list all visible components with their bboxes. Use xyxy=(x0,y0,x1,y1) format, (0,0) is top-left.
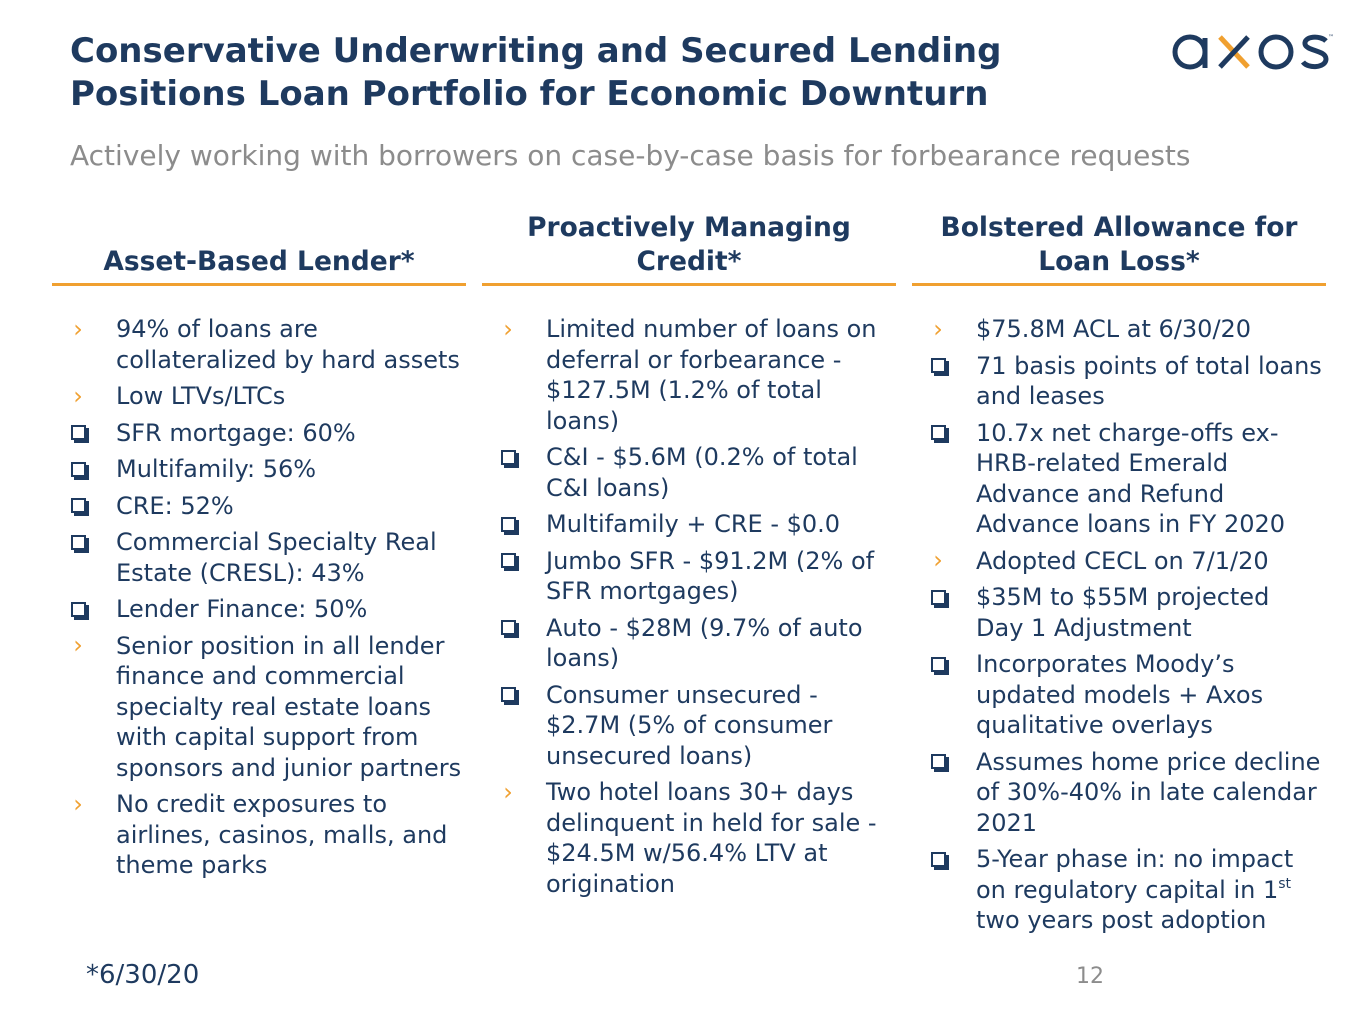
list-item-text xyxy=(976,845,1293,934)
list-item-text: Limited number of loans on deferral or forbearance - $127.5M (1.2% of total loans) xyxy=(546,315,877,435)
column-asset-based-lender xyxy=(52,208,466,948)
checkbox-icon xyxy=(928,418,948,448)
slide-title-line-2: Positions Loan Portfolio for Economic Downturn xyxy=(70,74,989,114)
list-item xyxy=(912,747,1326,839)
column-header-line-2: Credit* xyxy=(636,246,742,277)
list-item-text-main: 5-Year phase in: no impact on regulatory capital in 1 xyxy=(976,845,1294,904)
chevron-icon: › xyxy=(73,314,83,343)
column-header-line-2: Loan Loss* xyxy=(1038,246,1200,277)
list-item-text: Assumes home price decline of 30%-40% in late calendar 2021 xyxy=(976,747,1321,837)
checkbox-icon xyxy=(68,454,88,484)
list-item-text: Senior position in all lender finance and commercial specialty real estate loans with capital support from sponsors and junior partners xyxy=(116,631,462,782)
chevron-icon: › xyxy=(73,631,83,660)
list-item-text: Lender Finance: 50% xyxy=(116,595,368,623)
list-item-text: C&I - $5.6M (0.2% of total C&I loans) xyxy=(546,443,858,502)
ordinal-superscript: st xyxy=(1278,875,1292,892)
list-item-text: 10.7x net charge-offs ex-HRB-related Emerald Advance and Refund Advance loans in FY 2020 xyxy=(976,418,1286,538)
column-header xyxy=(912,208,1326,286)
list-item xyxy=(52,314,466,375)
column-header xyxy=(52,208,466,286)
list-item xyxy=(52,527,466,588)
checkbox-icon xyxy=(68,491,88,521)
list-item xyxy=(912,314,1326,345)
list-item xyxy=(482,680,896,772)
axos-logo xyxy=(1168,22,1338,82)
list-item-text: No credit exposures to airlines, casinos, malls, and theme parks xyxy=(116,790,448,879)
page-number: 12 xyxy=(1076,964,1104,989)
list-item-text: $35M to $55M projected Day 1 Adjustment xyxy=(976,583,1270,642)
list-item-text: Adopted CECL on 7/1/20 xyxy=(976,546,1269,575)
footnote: *6/30/20 xyxy=(86,960,200,990)
list-item xyxy=(52,594,466,625)
checkbox-icon xyxy=(928,747,948,777)
list-item-text: Incorporates Moody’s updated models + Axos qualitative overlays xyxy=(976,650,1264,739)
column-header-line-2: Asset-Based Lender* xyxy=(103,246,415,277)
list-item xyxy=(912,351,1326,412)
list-item-text: $75.8M ACL at 6/30/20 xyxy=(976,315,1252,343)
slide-title xyxy=(70,30,1130,116)
list-item xyxy=(912,649,1326,741)
checkbox-icon xyxy=(498,509,518,539)
list-item xyxy=(52,418,466,449)
list-item-text: SFR mortgage: 60% xyxy=(116,418,356,447)
list-item-text: Consumer unsecured - $2.7M (5% of consumer unsecured loans) xyxy=(546,680,833,770)
list-item xyxy=(482,613,896,674)
chevron-icon: › xyxy=(503,777,513,806)
chevron-icon: › xyxy=(933,314,943,343)
checkbox-icon xyxy=(928,351,948,381)
list-item-text: 71 basis points of total loans and leases xyxy=(976,351,1322,410)
list-item xyxy=(52,454,466,485)
list-item-text: CRE: 52% xyxy=(116,491,234,520)
column-header-line-1: Bolstered Allowance for xyxy=(940,212,1298,243)
slide-title-line-1: Conservative Underwriting and Secured Lending xyxy=(70,31,1002,71)
list-item xyxy=(912,546,1326,577)
list-item-text: Multifamily: 56% xyxy=(116,455,317,483)
list-item xyxy=(912,582,1326,643)
chevron-icon: › xyxy=(73,381,83,410)
list-item xyxy=(912,418,1326,540)
list-item-text: Commercial Specialty Real Estate (CRESL): 43% xyxy=(116,528,437,587)
chevron-icon: › xyxy=(503,314,513,343)
list-item-text-tail: two years post adoption xyxy=(976,906,1267,934)
chevron-icon: › xyxy=(933,546,943,575)
list-item xyxy=(482,442,896,503)
list-item xyxy=(482,509,896,540)
chevron-icon: › xyxy=(73,789,83,818)
list-item xyxy=(482,777,896,899)
column-header xyxy=(482,208,896,286)
checkbox-icon xyxy=(68,594,88,624)
list-item-text: Auto - $28M (9.7% of auto loans) xyxy=(546,613,863,672)
logo-trademark: ™ xyxy=(1328,34,1334,41)
checkbox-icon xyxy=(68,418,88,448)
bullet-list xyxy=(912,314,1326,936)
checkbox-icon xyxy=(928,582,948,612)
list-item xyxy=(52,491,466,522)
list-item xyxy=(52,381,466,412)
list-item xyxy=(52,789,466,881)
list-item xyxy=(52,631,466,784)
bullet-list xyxy=(482,314,896,899)
list-item-text: Two hotel loans 30+ days delinquent in held for sale - $24.5M w/56.4% LTV at origination xyxy=(546,778,877,898)
list-item xyxy=(912,844,1326,936)
list-item xyxy=(482,314,896,436)
checkbox-icon xyxy=(498,442,518,472)
list-item xyxy=(482,546,896,607)
slide-subtitle: Actively working with borrowers on case-by-case basis for forbearance requests xyxy=(70,139,1191,172)
list-item-text: Low LTVs/LTCs xyxy=(116,382,286,410)
list-item-text: Multifamily + CRE - $0.0 xyxy=(546,510,841,538)
checkbox-icon xyxy=(928,844,948,874)
column-bolstered-allowance xyxy=(912,208,1326,948)
checkbox-icon xyxy=(498,546,518,576)
bullet-list xyxy=(52,314,466,881)
checkbox-icon xyxy=(498,613,518,643)
list-item-text: Jumbo SFR - $91.2M (2% of SFR mortgages) xyxy=(546,546,875,605)
column-proactively-managing-credit xyxy=(482,208,896,948)
list-item-text: 94% of loans are collateralized by hard assets xyxy=(116,315,460,374)
checkbox-icon xyxy=(68,527,88,557)
column-header-line-1: Proactively Managing xyxy=(527,212,851,243)
checkbox-icon xyxy=(928,649,948,679)
checkbox-icon xyxy=(498,680,518,710)
